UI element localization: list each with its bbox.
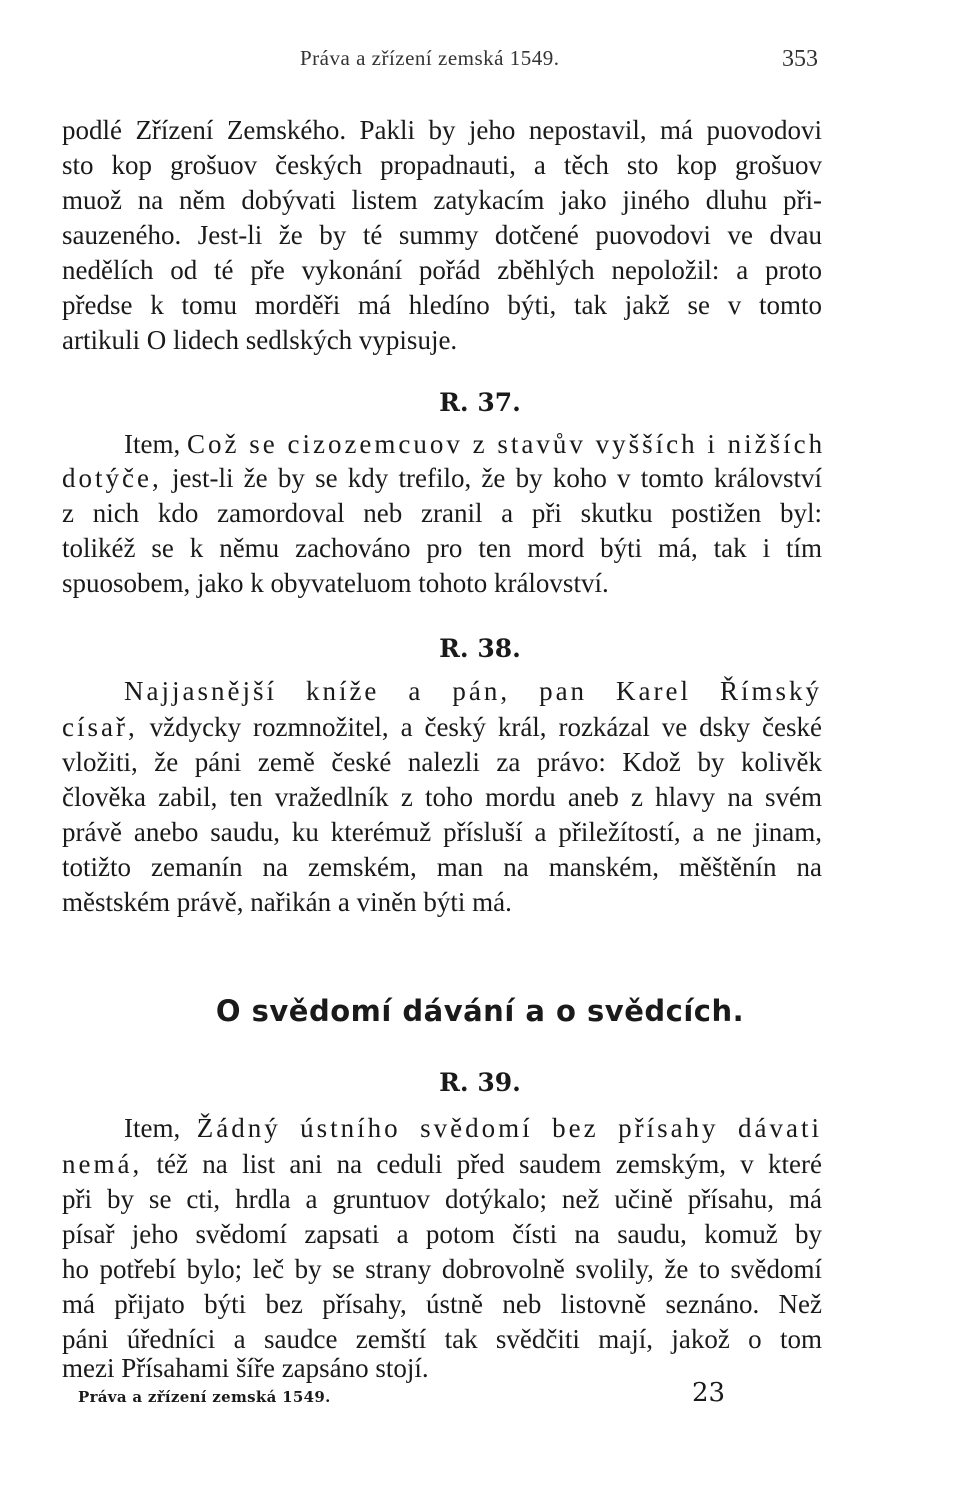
text-line: mezi Přísahami šíře zapsáno stojí. [62, 1353, 429, 1383]
text-line: člověka zabil, ten vražedlník z toho mordu aneb z hlavy na svém [62, 782, 822, 812]
text-line: městském právě, nařikán a viněn býti má. [62, 887, 512, 917]
line-text: vždycky rozmnožitel, a český král, rozkázal ve dsky české [149, 712, 823, 742]
text-line: předse k tomu morděři má hledíno býti, tak jakž se v tomto [62, 290, 822, 320]
spaced-text: císař, [62, 712, 138, 742]
text-line: při by se cti, hrdla a gruntuov dotýkalo; než učině přísahu, má [62, 1184, 822, 1214]
article-number: R. 39. [439, 1068, 521, 1097]
line-text: též na list ani na ceduli před saudem zemským, v které [156, 1149, 823, 1179]
text-line: sto kop grošuov českých propadnauti, a těch sto kop grošuov [62, 150, 822, 180]
text-line: podlé Zřízení Zemského. Pakli by jeho nepostavil, má puovodovi [62, 115, 822, 145]
running-head: Práva a zřízení zemská 1549. [300, 46, 560, 70]
text-line [62, 711, 822, 743]
article-number: R. 38. [439, 634, 521, 663]
line-text: jest-li že by se kdy trefilo, že by koho v tomto království [171, 463, 822, 493]
text-line: tolikéž se k němu zachováno pro ten mord býti má, tak i tím [62, 533, 822, 563]
text-line [124, 428, 826, 460]
text-line: spuosobem, jako k obyvateluom tohoto království. [62, 568, 609, 598]
spaced-text: Což se cizozemcuov z stavův vyšších i nižších [186, 429, 826, 459]
page-number: 353 [782, 46, 818, 72]
lead-word: Item, [124, 429, 181, 459]
text-line: ho potřebí bylo; leč by se strany dobrovolně svolily, že to svědomí [62, 1254, 822, 1284]
spaced-text: nemá, [62, 1149, 143, 1179]
lead-word: Item, [124, 1113, 181, 1143]
text-line: právě anebo saudu, ku kterémuž přísluší a přiležítostí, a ne jinam, [62, 817, 822, 847]
text-line: písař jeho svědomí zapsati a potom čísti na saudu, komuž by [62, 1219, 822, 1249]
text-line [62, 462, 822, 494]
text-line: z nich kdo zamordoval neb zranil a při skutku postižen byl: [62, 498, 822, 528]
spaced-text: Žádný ústního svědomí bez přísahy dávati [196, 1113, 823, 1143]
footer-title: Práva a zřízení zemská 1549. [78, 1388, 331, 1406]
article-number: R. 37. [439, 388, 521, 417]
text-line: Najjasnější kníže a pán, pan Karel Římský [124, 676, 822, 706]
text-line: nedělích od té pře vykonání pořád zběhlých nepoložil: a proto [62, 255, 822, 285]
text-line: vložiti, že páni země české nalezli za právo: Kdož by kolivěk [62, 747, 822, 777]
text-line: páni úředníci a saudce zemští tak svědčiti mají, jakož o tom [62, 1324, 822, 1354]
text-line [124, 1112, 822, 1144]
text-line: artikuli O lidech sedlských vypisuje. [62, 325, 458, 355]
text-line: má přijato býti bez přísahy, ústně neb listovně seznáno. Než [62, 1289, 822, 1319]
spaced-text: dotýče, [62, 463, 162, 493]
text-line [62, 1148, 822, 1180]
text-line: sauzeného. Jest-li že by té summy dotčené puovodovi ve dvau [62, 220, 822, 250]
text-line: totižto zemanín na zemském, man na manském, měštěnín na [62, 852, 822, 882]
text-line: muož na něm dobývati listem zatykacím jako jiného dluhu při- [62, 185, 822, 215]
signature-mark: 23 [692, 1378, 726, 1408]
section-heading: O svědomí dávání a o svědcích. [215, 994, 745, 1028]
